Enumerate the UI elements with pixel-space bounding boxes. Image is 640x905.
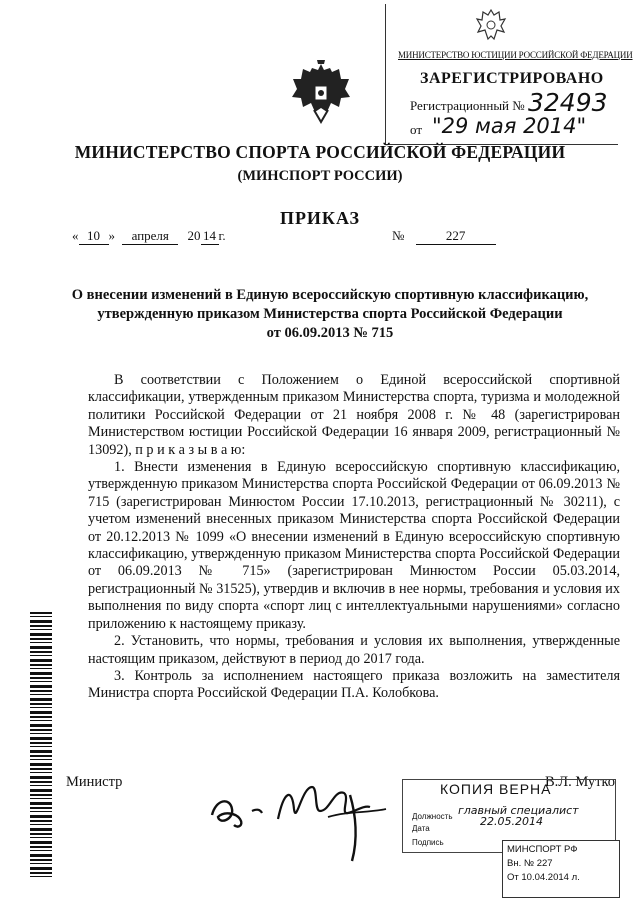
order-subject xyxy=(60,286,600,343)
copy-stamp-date-label: Дата xyxy=(412,824,430,833)
subject-line-2: утвержденную приказом Министерства спорта Российской Федерации xyxy=(97,306,563,322)
body-paragraph-4: 3. Контроль за исполнением настоящего приказа возложить на заместителя Министра спорта Российской Федерации П.А. Колобкова. xyxy=(88,667,620,702)
subject-line-3: от 06.09.2013 № 715 xyxy=(266,325,394,341)
barcode xyxy=(30,612,52,880)
body-paragraph-1: В соответствии с Положением о Единой всероссийской спортивной классификации, утвержденным приказом Министерства спорта, туризма и молодежной политики Российской Федерации от 21 ноября 2008 г. № 48 (зарегистрирован Министерством юстиции Российской Федерации 16 января 2009, регистрационный № 13092), п р и к а з ы в а ю: xyxy=(88,372,620,458)
order-day: 10 xyxy=(79,228,109,245)
copy-stamp-title: КОПИЯ ВЕРНА xyxy=(440,781,552,797)
info-box-line-1: МИНСПОРТ РФ xyxy=(507,844,578,855)
copy-stamp-position-label: Должность xyxy=(412,812,453,821)
reg-stamp-status: ЗАРЕГИСТРИРОВАНО xyxy=(420,70,604,87)
signatory-position: Министр xyxy=(66,774,123,790)
info-box-line-2: Вн. № 227 xyxy=(507,858,553,869)
copy-stamp-sign-label: Подпись xyxy=(412,838,444,847)
copy-stamp-position-value: главный специалист xyxy=(458,804,579,817)
order-date: « 10 » апреля 20 14 г. xyxy=(72,228,226,243)
order-number xyxy=(392,228,496,245)
ministry-short-name: (МИНСПОРТ РОССИИ) xyxy=(237,168,403,184)
subject-line-1: О внесении изменений в Единую всероссийскую спортивную классификацию, xyxy=(71,287,589,303)
body-paragraph-3: 2. Установить, что нормы, требования и условия их выполнения, утвержденные настоящим приказом, действуют в период до 2017 года. xyxy=(88,633,620,667)
reg-stamp-number-label: Регистрационный № xyxy=(410,98,525,113)
handwritten-signature xyxy=(200,755,430,875)
order-number-label: № xyxy=(392,228,405,243)
order-year-prefix: 20 xyxy=(187,228,201,243)
reg-stamp-number: 32493 xyxy=(528,88,608,117)
order-year-mark: г. xyxy=(218,228,226,243)
order-number-value: 227 xyxy=(416,228,496,245)
reg-stamp-date: "29 мая 2014" xyxy=(432,114,587,138)
double-headed-eagle-emblem-icon xyxy=(290,58,352,130)
signatory-name: В.Л. Мутко xyxy=(545,774,616,790)
stamp-eagle-emblem-icon xyxy=(474,6,508,44)
body-paragraph-2: 1. Внести изменения в Единую всероссийскую спортивную классификацию, утвержденную приказом Министерства спорта Российской Федерации от 06.09.2013 № 715 (зарегистрирован Минюстом России 17.10.2013, регистрационный № 30211), с учетом изменений внесенных приказом Министерства спорта Российской Федерации от 20.12.2013 № 1099 «О внесении изменений в Единую всероссийскую спортивную классификацию, утвержденную приказом Министерства спорта Российской Федерации от 06.09.2013 № 715» (зарегистрирован Минюстом России 05.03.2014, регистрационный № 31525), утвердив и включив в нее нормы, требования и условия их выполнения по виду спорта «спорт лиц с интеллектуальными нарушениями» согласно приложению к настоящему приказу. xyxy=(88,459,620,632)
order-title: ПРИКАЗ xyxy=(279,208,361,228)
order-body xyxy=(88,372,620,703)
order-month: апреля xyxy=(122,228,178,245)
registration-info-box xyxy=(502,840,620,898)
reg-stamp-ministry: МИНИСТЕРСТВО ЮСТИЦИИ РОССИЙСКОЙ ФЕДЕРАЦИИ xyxy=(398,50,633,60)
ministry-name: МИНИСТЕРСТВО СПОРТА РОССИЙСКОЙ ФЕДЕРАЦИИ xyxy=(74,142,566,162)
copy-stamp-date-value: 22.05.2014 xyxy=(480,815,543,828)
order-year-suffix: 14 xyxy=(201,228,219,245)
info-box-line-3: От 10.04.2014 л. xyxy=(507,872,580,883)
reg-stamp-date-prefix: от xyxy=(410,122,423,137)
